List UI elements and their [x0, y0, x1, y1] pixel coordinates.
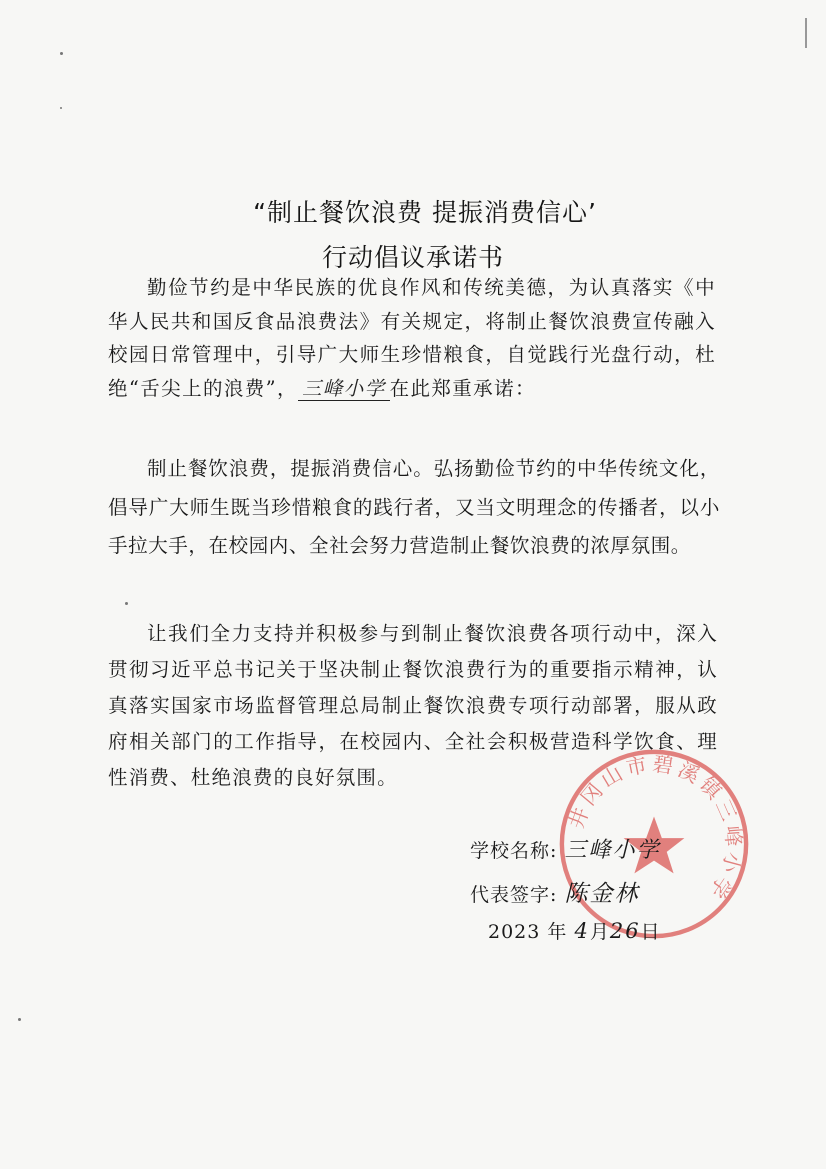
handwritten-school-name: 三峰小学: [298, 378, 390, 401]
representative-signature-row: [470, 875, 639, 908]
date-month-handwritten: 4: [574, 919, 590, 943]
handwritten-school-name-signature: 三峰小学: [564, 838, 661, 863]
paragraph-call-to-action: 让我们全力支持并积极参与到制止餐饮浪费各项行动中，深入贯彻习近平总书记关于坚决制止餐饮浪费行为的重要指示精神，认真落实国家市场监督管理总局制止餐饮浪费专项行动部署，服从政府相关部门的工作指导，在校园内、全社会积极营造科学饮食、理性消费、杜绝浪费的良好氛围。: [108, 622, 718, 789]
handwritten-representative-signature: 陈金林: [564, 881, 640, 907]
school-name-row: [470, 833, 660, 864]
date-day-handwritten: 26: [609, 919, 641, 943]
paragraph-pledge: 制止餐饮浪费，提振消费信心。弘扬勤俭节约的中华传统文化，倡导广大师生既当珍惜粮食的践行者，又当文明理念的传播者，以小手拉大手，在校园内、全社会努力营造制止餐饮浪费的浓厚氛围。: [108, 457, 720, 557]
scan-speck: [60, 52, 63, 55]
date-year-suffix: 年: [540, 921, 568, 943]
scan-speck: [18, 1018, 21, 1021]
intro-text-end: 在此郑重承诺：: [389, 376, 536, 400]
scan-speck: [125, 602, 128, 605]
signing-date: [488, 917, 661, 944]
seal-text: 井冈山市碧溪镇三峰小学: [563, 751, 747, 906]
scan-edge-mark: [805, 18, 807, 48]
paragraph-intro: [108, 271, 716, 405]
intro-text: 勤俭节约是中华民族的优良作风和传统美德，为认真落实《中华人民共和国反食品浪费法》有关规定，将制止餐饮浪费宣传融入校园日常管理中，引导广大师生珍惜粮食，自觉践行光盘行动，杜绝“舌尖上的浪费”，: [108, 276, 716, 400]
school-name-label: 学校名称:: [470, 840, 558, 862]
document-title-line1: “制止餐饮浪费 提振消费信心’: [253, 198, 597, 227]
date-year: 2023: [488, 921, 541, 943]
scan-speck: [60, 107, 62, 109]
date-month-suffix: 月: [589, 921, 610, 943]
representative-label: 代表签字:: [470, 884, 558, 906]
date-day-suffix: 日: [640, 921, 661, 943]
document-title-line2: 行动倡议承诺书: [321, 243, 504, 272]
